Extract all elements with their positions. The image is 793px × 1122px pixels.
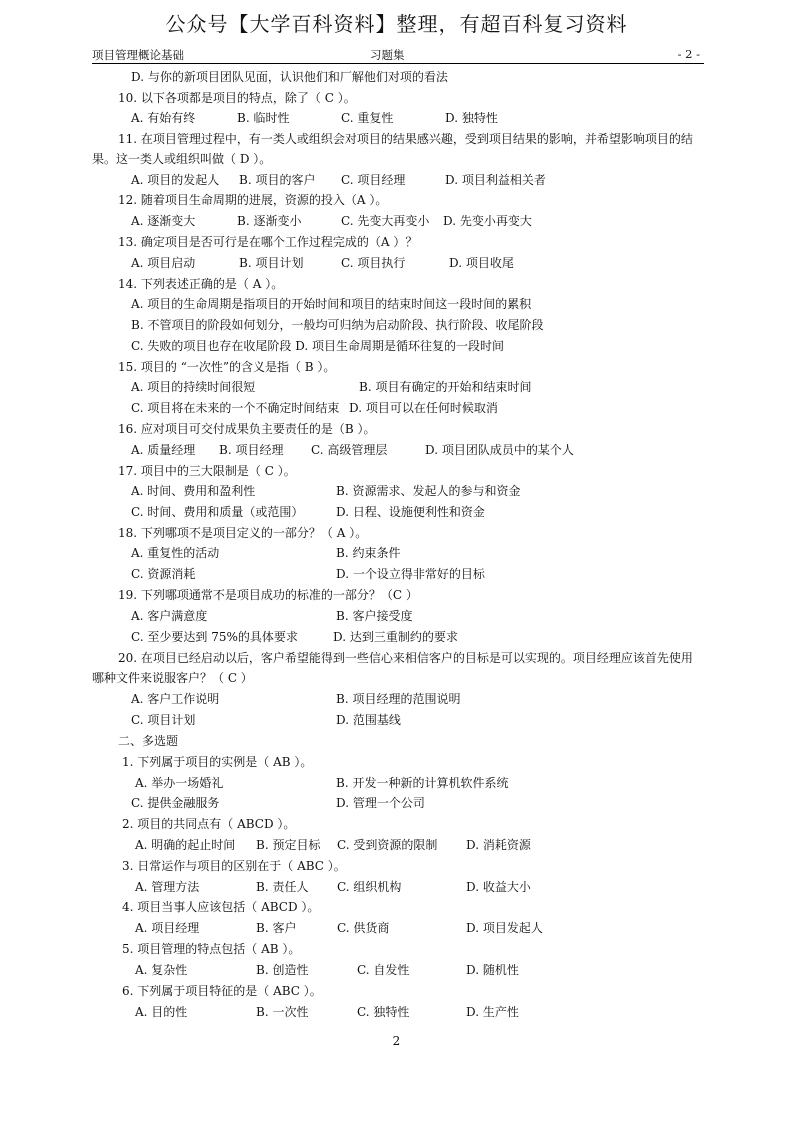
- answer-option: B. 创造性: [256, 963, 309, 977]
- answer-option: D. 项目可以在任何时候取消: [349, 401, 498, 415]
- answer-option: D. 消耗资源: [466, 838, 531, 852]
- answer-option: D. 随机性: [466, 963, 519, 977]
- answer-option: A. 目的性: [135, 1005, 188, 1019]
- answer-option: B. 项目经理的范围说明: [336, 692, 461, 706]
- question-stem: 12. 随着项目生命周期的进展，资源的投入（A ）。: [118, 193, 388, 207]
- answer-option: A. 项目启动: [131, 256, 196, 270]
- question-stem: 16. 应对项目可交付成果负主要责任的是（B ）。: [118, 422, 376, 436]
- question-stem: 19. 下列哪项通常不是项目成功的标准的一部分？（C ）: [118, 588, 418, 602]
- answer-option: C. 独特性: [357, 1005, 410, 1019]
- answer-option: C. 受到资源的限制: [337, 838, 438, 852]
- answer-option: D. 达到三重制约的要求: [333, 630, 458, 644]
- answer-option: B. 客户: [256, 921, 297, 935]
- page-header: [92, 47, 704, 64]
- header-section-title: 习题集: [370, 48, 405, 62]
- header-page-number: - 2 -: [677, 47, 700, 61]
- question-stem: 18. 下列哪项不是项目定义的一部分？（ A ）。: [118, 526, 368, 540]
- question-stem: 3. 日常运作与项目的区别在于（ ABC ）。: [122, 859, 346, 873]
- question-stem: 20. 在项目已经启动以后，客户希望能得到一些信心来相信客户的目标是可以实现的。项目经理应该首先使用: [118, 651, 693, 665]
- answer-option: C. 资源消耗: [131, 567, 196, 581]
- answer-option: B. 临时性: [237, 111, 290, 125]
- question-stem: 14. 下列表述正确的是（ A ）。: [118, 277, 284, 291]
- answer-option: B. 责任人: [256, 880, 309, 894]
- answer-option: C. 提供金融服务: [131, 796, 220, 810]
- question-stem: 1. 下列属于项目的实例是（ AB ）。: [122, 755, 313, 769]
- answer-option: D. 范围基线: [336, 713, 401, 727]
- answer-option: A. 项目的生命周期是指项目的开始时间和项目的结束时间这一段时间的累积: [131, 297, 532, 311]
- question-stem: 4. 项目当事人应该包括（ ABCD ）。: [122, 900, 320, 914]
- question-stem: 5. 项目管理的特点包括（ AB ）。: [122, 942, 301, 956]
- option-line: D. 与你的新项目团队见面，认识他们和厂解他们对项的看法: [131, 70, 448, 84]
- answer-option: A. 项目的持续时间很短: [131, 380, 256, 394]
- answer-option: B. 项目的客户: [239, 173, 316, 187]
- answer-option: C. 项目将在未来的一个不确定时间结束: [131, 401, 340, 415]
- question-stem: 13. 确定项目是否可行是在哪个工作过程完成的（A ）？: [118, 235, 418, 249]
- question-stem-continued: 哪种文件来说服客户？（ C ）: [92, 671, 253, 685]
- answer-option: D. 项目发起人: [466, 921, 543, 935]
- answer-option: D. 项目收尾: [449, 256, 514, 270]
- answer-option: C. 失败的项目也存在收尾阶段 D. 项目生命周期是循环往复的一段时间: [131, 339, 505, 353]
- answer-option: C. 项目经理: [341, 173, 406, 187]
- answer-option: C. 供货商: [337, 921, 390, 935]
- question-stem: 15. 项目的 “一次性”的含义是指（ B ）。: [118, 360, 336, 374]
- answer-option: D. 管理一个公司: [336, 796, 425, 810]
- answer-option: A. 复杂性: [135, 963, 188, 977]
- answer-option: A. 明确的起止时间: [135, 838, 236, 852]
- answer-option: D. 独特性: [445, 111, 498, 125]
- answer-option: D. 项目团队成员中的某个人: [425, 443, 574, 457]
- answer-option: A. 管理方法: [135, 880, 200, 894]
- answer-option: B. 逐渐变小: [237, 214, 302, 228]
- answer-option: C. 重复性: [341, 111, 394, 125]
- answer-option: C. 组织机构: [337, 880, 402, 894]
- answer-option: A. 项目的发起人: [131, 173, 220, 187]
- answer-option: A. 逐渐变大: [131, 214, 196, 228]
- answer-option: B. 预定目标: [256, 838, 321, 852]
- answer-option: B. 约束条件: [336, 546, 401, 560]
- answer-option: B. 项目有确定的开始和结束时间: [359, 380, 532, 394]
- question-stem: 10. 以下各项都是项目的特点，除了（ C ）。: [118, 91, 356, 105]
- answer-option: D. 先变小再变大: [443, 214, 532, 228]
- answer-option: A. 项目经理: [135, 921, 200, 935]
- answer-option: C. 至少要达到 75%的具体要求: [131, 630, 298, 644]
- question-stem: 2. 项目的共同点有（ ABCD ）。: [122, 817, 296, 831]
- answer-option: D. 项目利益相关者: [445, 173, 546, 187]
- answer-option: B. 项目计划: [239, 256, 304, 270]
- answer-option: B. 项目经理: [219, 443, 284, 457]
- answer-option: C. 项目执行: [341, 256, 406, 270]
- header-course-title: 项目管理概论基础: [92, 48, 184, 62]
- answer-option: B. 资源需求、发起人的参与和资金: [336, 484, 521, 498]
- source-banner: 公众号【大学百科资料】整理，有超百科复习资料: [165, 12, 628, 36]
- answer-option: A. 重复性的活动: [131, 546, 220, 560]
- answer-option: D. 日程、设施便利性和资金: [336, 505, 485, 519]
- answer-option: D. 生产性: [466, 1005, 519, 1019]
- answer-option: A. 客户满意度: [131, 609, 208, 623]
- answer-option: B. 开发一种新的计算机软件系统: [336, 776, 509, 790]
- question-stem: 17. 项目中的三大限制是（ C ）。: [118, 464, 296, 478]
- answer-option: C. 时间、费用和质量（或范围）: [131, 505, 304, 519]
- answer-option: A. 客户工作说明: [131, 692, 220, 706]
- answer-option: C. 自发性: [357, 963, 410, 977]
- question-stem-continued: 果。这一类人或组织叫做（ D ）。: [92, 152, 272, 166]
- answer-option: A. 时间、费用和盈利性: [131, 484, 256, 498]
- answer-option: D. 收益大小: [466, 880, 531, 894]
- answer-option: C. 高级管理层: [311, 443, 388, 457]
- question-stem: 11. 在项目管理过程中，有一类人或组织会对项目的结果感兴趣，受到项目结果的影响，并希望影响项目的结: [118, 132, 693, 146]
- page-number: 2: [392, 1034, 401, 1048]
- answer-option: C. 先变大再变小: [341, 214, 430, 228]
- answer-option: A. 有始有终: [131, 111, 196, 125]
- answer-option: B. 不管项目的阶段如何划分，一般均可归纳为启动阶段、执行阶段、收尾阶段: [131, 318, 544, 332]
- answer-option: C. 项目计划: [131, 713, 196, 727]
- answer-option: A. 举办一场婚礼: [135, 776, 224, 790]
- answer-option: B. 客户接受度: [336, 609, 413, 623]
- answer-option: B. 一次性: [256, 1005, 309, 1019]
- answer-option: D. 一个设立得非常好的目标: [336, 567, 485, 581]
- answer-option: A. 质量经理: [131, 443, 196, 457]
- question-stem: 6. 下列属于项目特征的是（ ABC ）。: [122, 984, 322, 998]
- section-heading: 二、多选题: [118, 734, 179, 748]
